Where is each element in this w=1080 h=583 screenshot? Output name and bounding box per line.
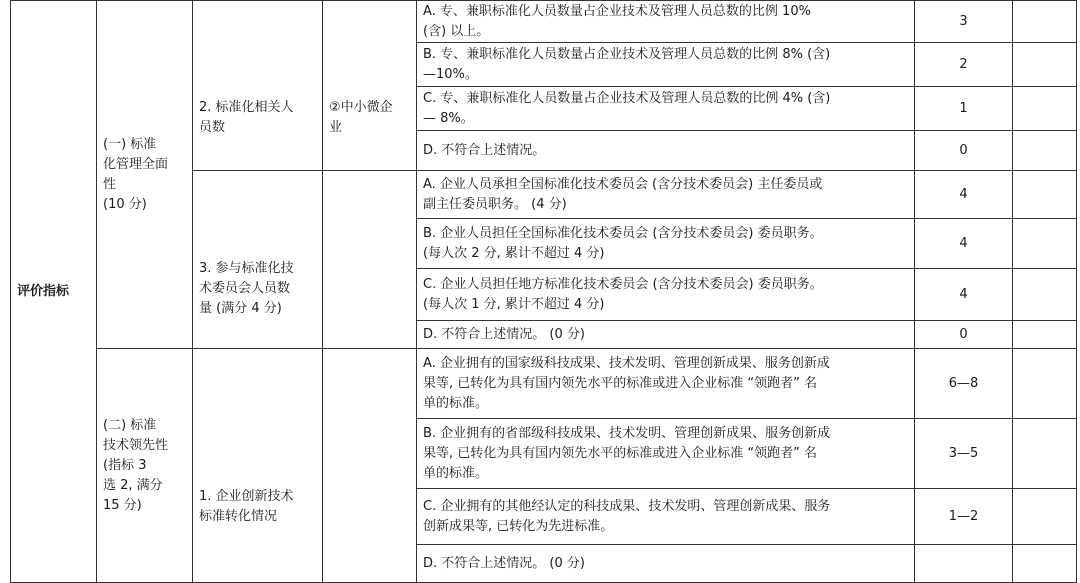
option-score: 1 [915, 87, 1013, 131]
option-score: 3—5 [915, 419, 1013, 489]
option-score: 4 [915, 269, 1013, 321]
option-score: 0 [915, 131, 1013, 171]
blank-cell [1013, 419, 1077, 489]
option-text: D. 不符合上述情况。 (0 分) [417, 321, 915, 349]
option-text: D. 不符合上述情况。 (0 分) [417, 545, 915, 583]
option-score: 3 [915, 1, 1013, 43]
item-name: 1. 企业创新技术 标准转化情况 [193, 349, 323, 583]
blank-cell [1013, 349, 1077, 419]
blank-cell [1013, 269, 1077, 321]
header-label: 评价指标 [11, 1, 97, 583]
blank-cell [1013, 1, 1077, 43]
option-text: A. 专、兼职标准化人员数量占企业技术及管理人员总数的比例 10% (含) 以上。 [417, 1, 915, 43]
option-score: 2 [915, 43, 1013, 87]
option-text: B. 企业人员担任全国标准化技术委员会 (含分技术委员会) 委员职务。 (每人次 2 分, 累计不超过 4 分) [417, 219, 915, 269]
option-score: 1—2 [915, 489, 1013, 545]
blank-cell [1013, 545, 1077, 583]
blank-cell [1013, 131, 1077, 171]
option-text: C. 企业人员担任地方标准化技术委员会 (含分技术委员会) 委员职务。 (每人次 1 分, 累计不超过 4 分) [417, 269, 915, 321]
item-name: 2. 标准化相关人 员数 [193, 1, 323, 171]
dimension-title: (二) 标准 技术领先性 (指标 3 选 2, 满分 15 分) [97, 349, 193, 583]
option-text: C. 专、兼职标准化人员数量占企业技术及管理人员总数的比例 4% (含) — 8%。 [417, 87, 915, 131]
option-text: B. 专、兼职标准化人员数量占企业技术及管理人员总数的比例 8% (含) —10%。 [417, 43, 915, 87]
option-score: 4 [915, 171, 1013, 219]
table-row [11, 1, 1077, 43]
option-text: A. 企业人员承担全国标准化技术委员会 (含分技术委员会) 主任委员或 副主任委员职务。 (4 分) [417, 171, 915, 219]
option-text: C. 企业拥有的其他经认定的科技成果、技术发明、管理创新成果、服务 创新成果等, 已转化为先进标准。 [417, 489, 915, 545]
option-score: 0 [915, 321, 1013, 349]
item-name: 3. 参与标准化技 术委员会人员数 量 (满分 4 分) [193, 171, 323, 349]
item-scope [323, 349, 417, 583]
option-text: A. 企业拥有的国家级科技成果、技术发明、管理创新成果、服务创新成 果等, 已转化为具有国内领先水平的标准或进入企业标准 “领跑者” 名 单的标准。 [417, 349, 915, 419]
blank-cell [1013, 43, 1077, 87]
blank-cell [1013, 87, 1077, 131]
option-score: 6—8 [915, 349, 1013, 419]
dimension-title: (一) 标准 化管理全面 性 (10 分) [97, 1, 193, 349]
item-scope: ②中小微企 业 [323, 1, 417, 171]
blank-cell [1013, 219, 1077, 269]
option-text: D. 不符合上述情况。 [417, 131, 915, 171]
option-score: 4 [915, 219, 1013, 269]
blank-cell [1013, 489, 1077, 545]
blank-cell [1013, 321, 1077, 349]
option-text: B. 企业拥有的省部级科技成果、技术发明、管理创新成果、服务创新成 果等, 已转化为具有国内领先水平的标准或进入企业标准 “领跑者” 名 单的标准。 [417, 419, 915, 489]
item-scope [323, 171, 417, 349]
table-row [11, 349, 1077, 419]
blank-cell [1013, 171, 1077, 219]
option-score [915, 545, 1013, 583]
evaluation-table [10, 0, 1077, 583]
